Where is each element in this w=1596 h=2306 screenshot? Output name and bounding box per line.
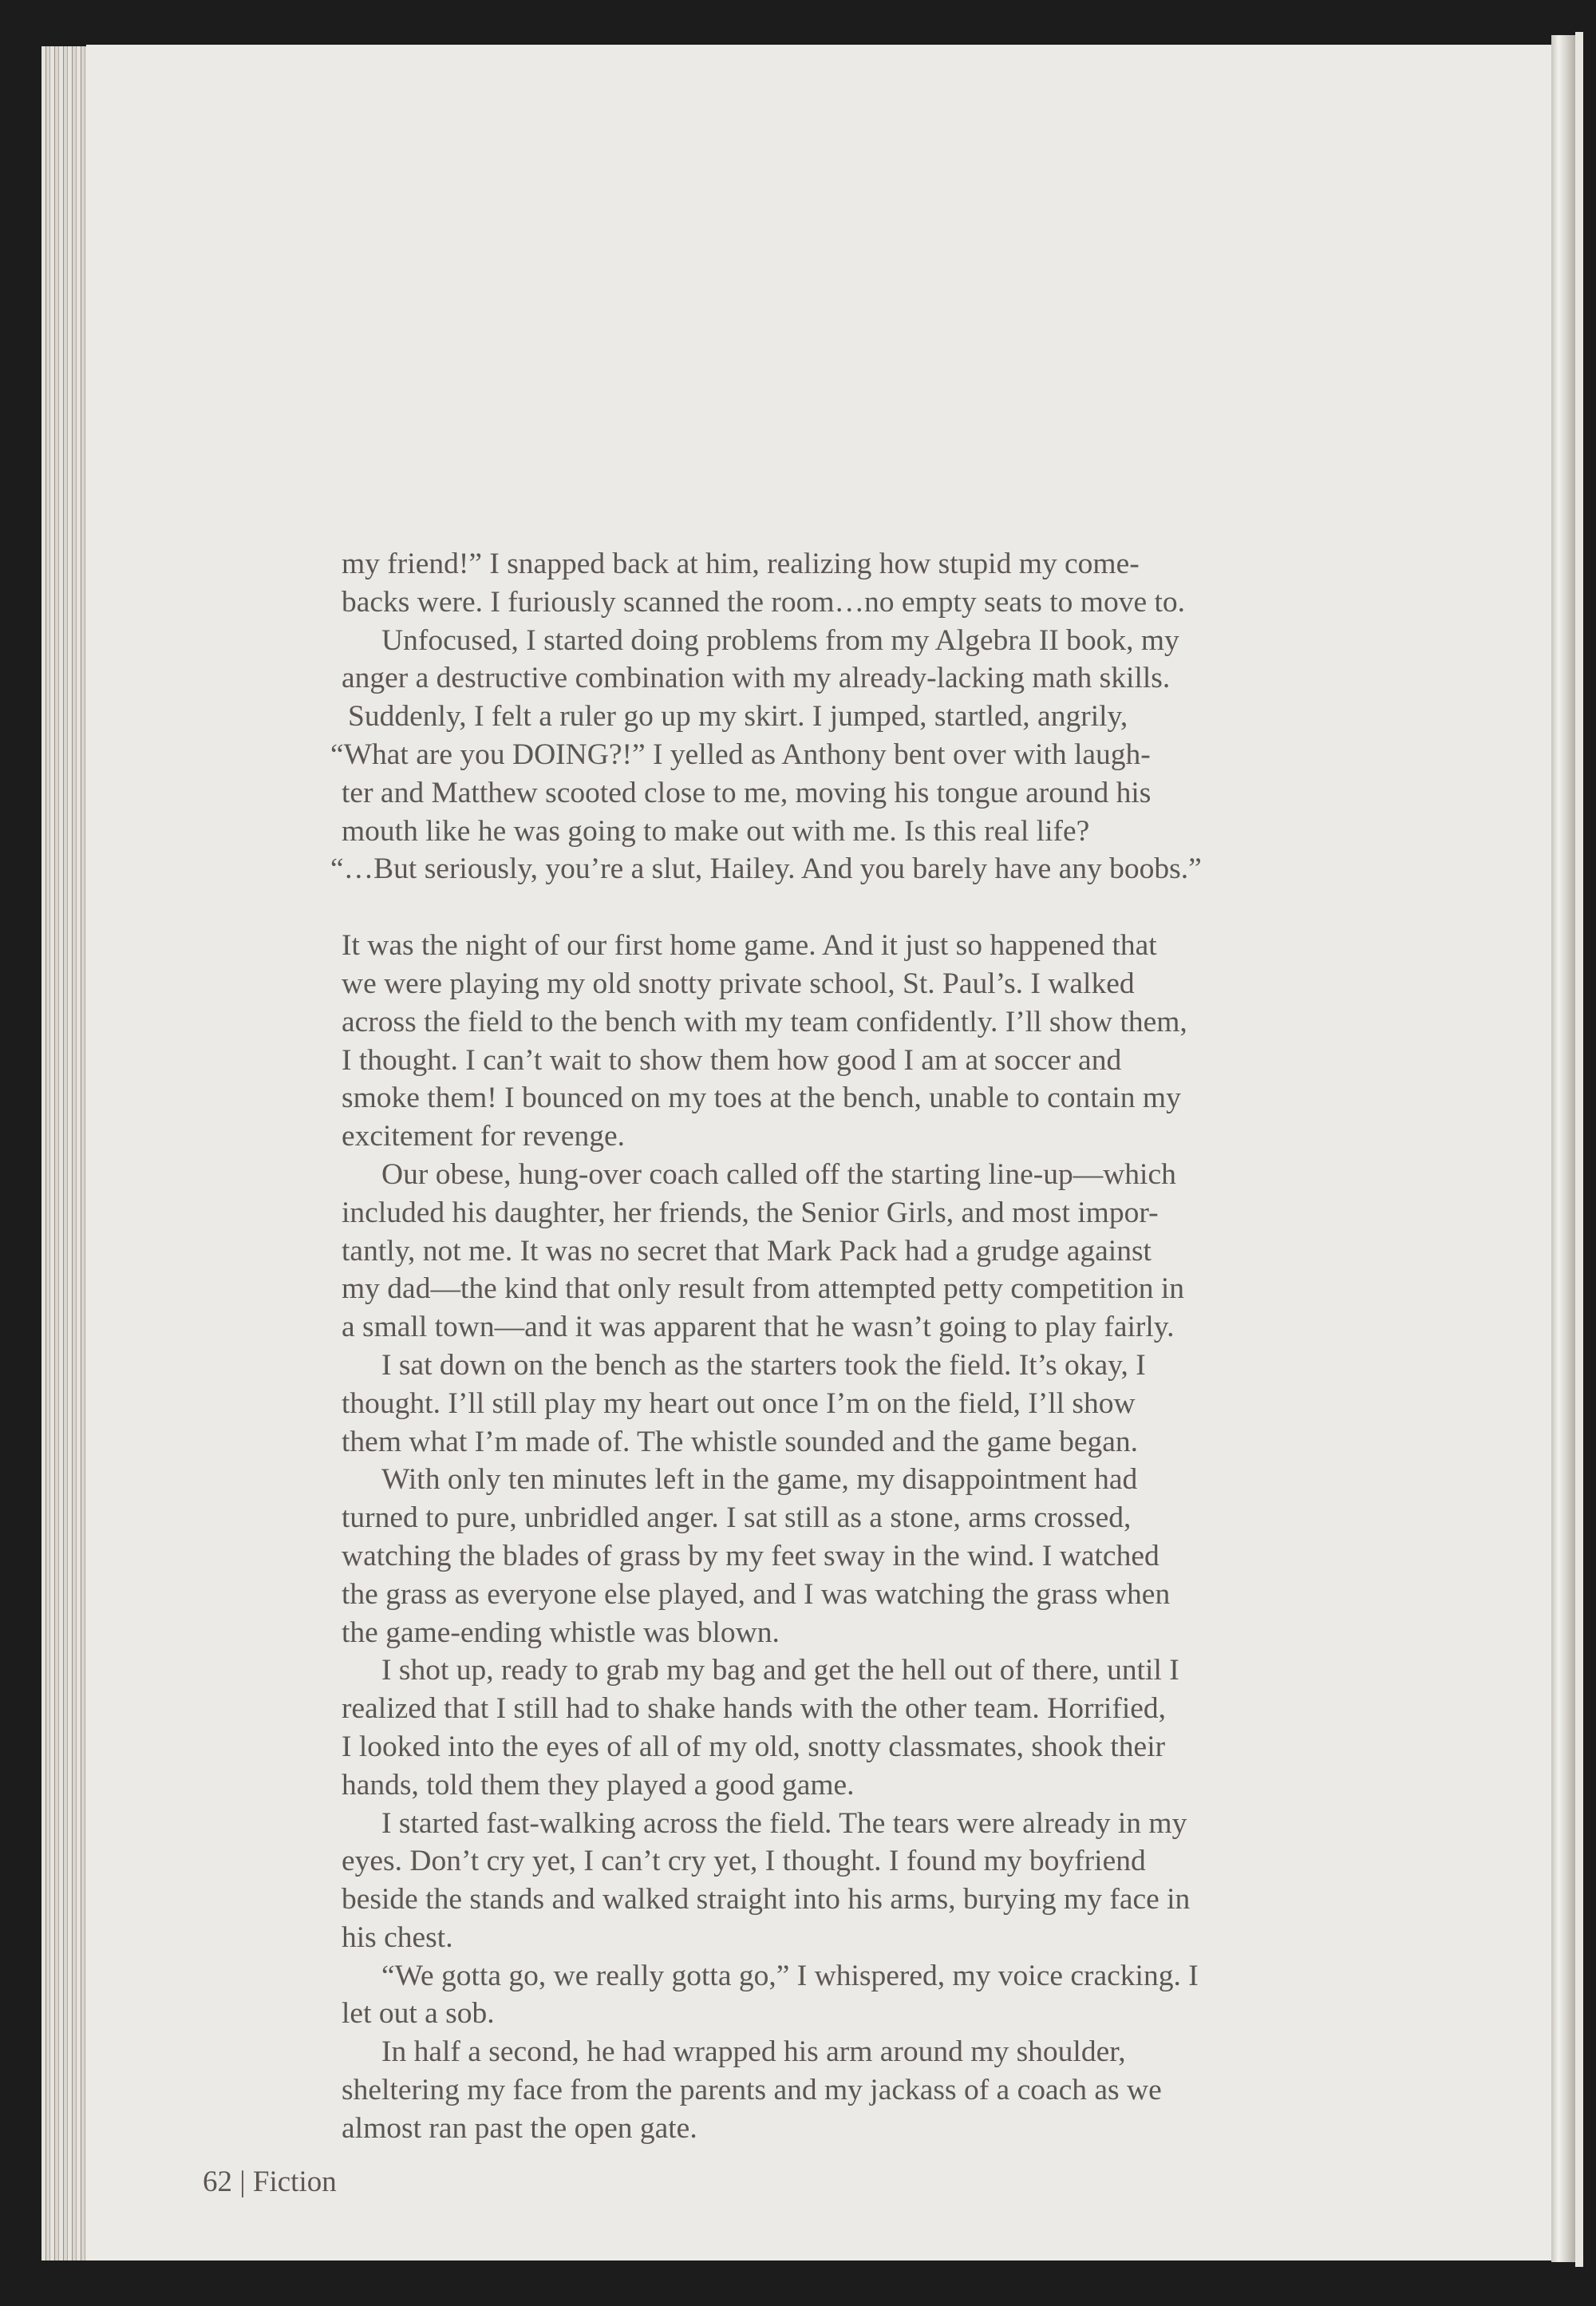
text-line: anger a destructive combination with my already-lacking math skills. (342, 662, 1171, 695)
text-line: almost ran past the open gate. (342, 2111, 697, 2145)
text-line: Unfocused, I started doing problems from my Algebra II book, my (381, 623, 1179, 657)
text-line: a small town—and it was apparent that he wasn’t going to play fairly. (342, 1311, 1175, 1344)
text-line: tantly, not me. It was no secret that Mark Pack had a grudge against (342, 1234, 1152, 1268)
text-line: my dad—the kind that only result from attempted petty competition in (342, 1272, 1185, 1306)
text-line: “What are you DOING?!” I yelled as Anthony bent over with laugh- (330, 738, 1151, 771)
text-line: Our obese, hung-over coach called off the starting line-up—which (381, 1157, 1176, 1191)
text-line: realized that I still had to shake hands with the other team. Horrified, (342, 1692, 1167, 1726)
text-line: beside the stands and walked straight into his arms, burying my face in (342, 1883, 1191, 1916)
text-line: I sat down on the bench as the starters took the field. It’s okay, I (381, 1348, 1146, 1382)
page-folio: 62 | Fiction (203, 2166, 337, 2198)
text-line: turned to pure, unbridled anger. I sat still as a stone, arms crossed, (342, 1501, 1132, 1535)
text-line: “…But seriously, you’re a slut, Hailey. And you barely have any boobs.” (330, 852, 1202, 886)
text-line: I shot up, ready to grab my bag and get the hell out of there, until I (381, 1654, 1179, 1687)
text-line: I started fast-walking across the field. The tears were already in my (381, 1806, 1187, 1840)
section-break (342, 888, 1371, 927)
text-line: his chest. (342, 1920, 453, 1954)
book-gutter (1551, 35, 1575, 2262)
text-line: It was the night of our first home game. And it just so happened that (342, 929, 1157, 963)
text-line: Suddenly, I felt a ruler go up my skirt. I jumped, startled, angrily, (348, 700, 1128, 734)
text-line: my friend!” I snapped back at him, realizing how stupid my come- (342, 548, 1140, 580)
text-line: “We gotta go, we really gotta go,” I whispered, my voice cracking. I (381, 1959, 1199, 1992)
text-line: thought. I’ll still play my heart out once I’m on the field, I’ll show (342, 1386, 1136, 1420)
text-line: hands, told them they played a good game. (342, 1768, 855, 1802)
page-stack-edges (41, 46, 93, 2261)
text-line: let out a sob. (342, 1997, 495, 2031)
text-line: ter and Matthew scooted close to me, moving his tongue around his (342, 776, 1152, 809)
text-line: smoke them! I bounced on my toes at the bench, unable to contain my (342, 1082, 1181, 1115)
text-line: watching the blades of grass by my feet sway in the wind. I watched (342, 1539, 1159, 1572)
text-line: included his daughter, her friends, the Senior Girls, and most impor- (342, 1196, 1159, 1229)
text-line: In half a second, he had wrapped his arm around my shoulder, (381, 2035, 1126, 2069)
text-line: mouth like he was going to make out with me. Is this real life? (342, 814, 1090, 848)
story-text (330, 545, 1371, 2148)
text-line: the game-ending whistle was blown. (342, 1616, 780, 1649)
text-line: the grass as everyone else played, and I was watching the grass when (342, 1577, 1171, 1611)
text-line: I thought. I can’t wait to show them how good I am at soccer and (342, 1043, 1122, 1077)
book-gutter-edge (1575, 32, 1583, 2267)
text-line: With only ten minutes left in the game, my disappointment had (381, 1463, 1138, 1497)
text-line: we were playing my old snotty private school, St. Paul’s. I walked (342, 967, 1135, 1000)
text-line: backs were. I furiously scanned the room…no empty seats to move to. (342, 585, 1186, 619)
text-line: excitement for revenge. (342, 1120, 626, 1153)
text-line: sheltering my face from the parents and my jackass of a coach as we (342, 2074, 1162, 2107)
text-line: them what I’m made of. The whistle sounded and the game began. (342, 1425, 1138, 1458)
text-line: I looked into the eyes of all of my old, snotty classmates, shook their (342, 1730, 1166, 1763)
text-line: across the field to the bench with my team confidently. I’ll show them, (342, 1005, 1187, 1038)
text-line: eyes. Don’t cry yet, I can’t cry yet, I thought. I found my boyfriend (342, 1845, 1146, 1878)
